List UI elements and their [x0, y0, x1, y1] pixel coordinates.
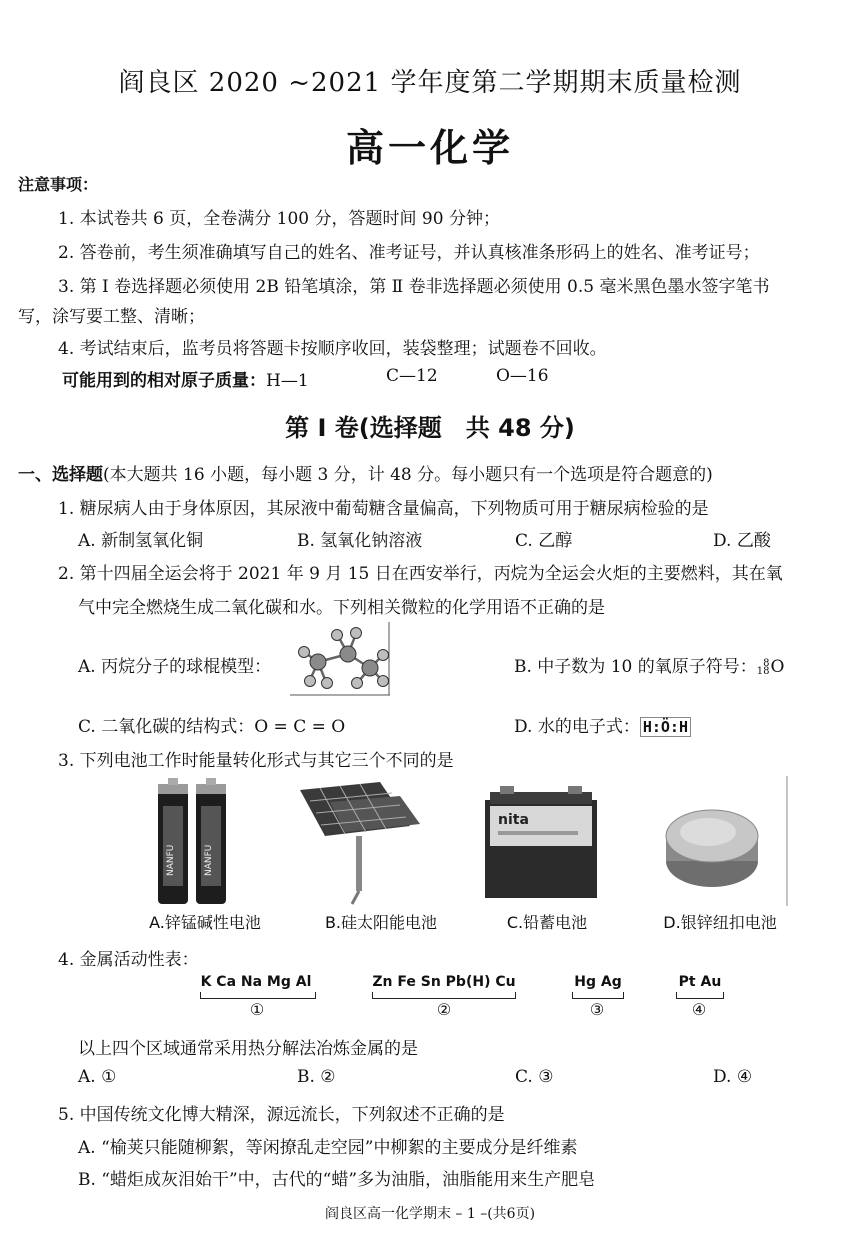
q1-stem: 1. 糖尿病人由于身体原因，其尿液中葡萄糖含量偏高，下列物质可用于糖尿病检验的是: [58, 499, 709, 519]
q3-stem: 3. 下列电池工作时能量转化形式与其它三个不同的是: [58, 751, 454, 771]
battery-images: [130, 776, 790, 906]
atomic-mass-h: H—1: [266, 371, 309, 391]
q2-option-a: A. 丙烷分子的球棍模型：: [78, 657, 272, 677]
q2-stem: 2. 第十四届全运会将于 2021 年 9 月 15 日在西安举行，丙烷为全运会火炬的主要燃料，其在氧: [58, 564, 783, 584]
metal-group-1: K Ca Na Mg Al: [200, 974, 312, 990]
notice-item-3-cont: 写，涂写要工整、清晰；: [18, 307, 205, 327]
part1-desc: (本大题共 16 小题，每小题 3 分，计 48 分。每小题只有一个选项是符合题意的): [103, 465, 713, 485]
propane-ball-stick-model: [290, 622, 392, 696]
q5-option-a: A. “榆荚只能随柳絮，等闲撩乱走空园”中柳絮的主要成分是纤维素: [78, 1138, 578, 1158]
notice-item-3: 3. 第 Ⅰ 卷选择题必须使用 2B 铅笔填涂，第 Ⅱ 卷非选择题必须使用 0.5 毫米黑色墨水签字笔书: [58, 277, 770, 297]
q3-caption-a: A.锌锰碱性电池: [149, 913, 261, 932]
q2-option-b-label: B. 中子数为 10 的氧原子符号：: [514, 657, 757, 677]
subject-title: 高一化学: [345, 126, 514, 170]
button-cell-icon: [666, 810, 758, 887]
notice-item-1: 1. 本试卷共 6 页，全卷满分 100 分，答题时间 90 分钟；: [58, 209, 500, 229]
q1-option-d: D. 乙酸: [713, 531, 771, 551]
isotope-mass-number: 18: [756, 665, 770, 677]
metal-group-3-bracket: [572, 992, 624, 999]
q4-option-c: C. ③: [515, 1067, 554, 1087]
q4-option-b: B. ②: [297, 1067, 336, 1087]
q3-caption-b: B.硅太阳能电池: [324, 913, 438, 932]
q4-option-d: D. ④: [713, 1067, 753, 1087]
notice-item-2: 2. 答卷前，考生须准确填写自己的姓名、准考证号，并认真核准条形码上的姓名、准考证号；: [58, 243, 760, 263]
solar-panel-icon: [300, 782, 420, 904]
section-title: 第 Ⅰ 卷(选择题 共 48 分): [285, 414, 575, 442]
metal-group-2-bracket: [372, 992, 516, 999]
q1-option-a: A. 新制氢氧化铜: [78, 531, 204, 551]
part1-label: 一、选择题: [18, 465, 103, 485]
q2-option-c: C. 二氧化碳的结构式：O = C = O: [78, 717, 346, 737]
q2-option-b: [514, 652, 784, 677]
q3-caption-c: C.铅蓄电池: [506, 913, 588, 932]
q4-stem: 4. 金属活动性表：: [58, 950, 199, 970]
q2-option-d-label: D. 水的电子式：: [514, 717, 640, 737]
isotope-numbers: [756, 657, 770, 677]
q2-stem-cont: 气中完全燃烧生成二氧化碳和水。下列相关微粒的化学用语不正确的是: [78, 598, 605, 618]
q3-caption-d: D.银锌纽扣电池: [663, 913, 777, 932]
isotope-element: O: [770, 657, 785, 677]
q5-stem: 5. 中国传统文化博大精深，源远流长，下列叙述不正确的是: [58, 1105, 505, 1125]
atomic-mass-c: C—12: [386, 366, 438, 386]
battery-brand-right: NANFU: [204, 844, 214, 876]
alkaline-battery-icon: [158, 778, 226, 904]
lead-acid-brand: nita: [498, 812, 529, 828]
isotope-atomic-number: 8: [763, 657, 770, 669]
water-electron-formula: H:Ö:H: [640, 717, 691, 737]
notice-heading: 注意事项：: [18, 175, 99, 194]
notice-item-4: 4. 考试结束后，监考员将答题卡按顺序收回，装袋整理；试题卷不回收。: [58, 339, 607, 359]
atomic-mass-line: [62, 366, 309, 391]
battery-brand-left: NANFU: [166, 844, 176, 876]
metal-group-2: Zn Fe Sn Pb(H) Cu: [372, 974, 516, 990]
part1-heading: [18, 460, 713, 485]
metal-group-3-mark: ③: [589, 1000, 605, 1019]
metal-group-4-mark: ④: [691, 1000, 707, 1019]
q1-option-b: B. 氢氧化钠溶液: [297, 531, 423, 551]
metal-group-3: Hg Ag: [574, 974, 622, 990]
metal-group-2-mark: ②: [436, 1000, 452, 1019]
atomic-mass-label: 可能用到的相对原子质量：: [62, 371, 266, 391]
exam-title: 阎良区 2020 ~2021 学年度第二学期期末质量检测: [118, 68, 742, 98]
q4-option-a: A. ①: [78, 1067, 117, 1087]
page-footer: 阎良区高一化学期末 – 1 –(共6页): [324, 1206, 536, 1222]
q2-option-d: [514, 712, 691, 737]
metal-group-4-bracket: [676, 992, 724, 999]
atomic-mass-o: O—16: [496, 366, 549, 386]
q4-question: 以上四个区域通常采用热分解法冶炼金属的是: [78, 1039, 418, 1059]
q5-option-b: B. “蜡炬成灰泪始干”中，古代的“蜡”多为油脂，油脂能用来生产肥皂: [78, 1170, 596, 1190]
metal-group-1-mark: ①: [249, 1000, 265, 1019]
metal-group-1-bracket: [200, 992, 316, 999]
lead-acid-battery-icon: [485, 786, 597, 898]
q1-option-c: C. 乙醇: [515, 531, 573, 551]
metal-group-4: Pt Au: [678, 974, 722, 990]
